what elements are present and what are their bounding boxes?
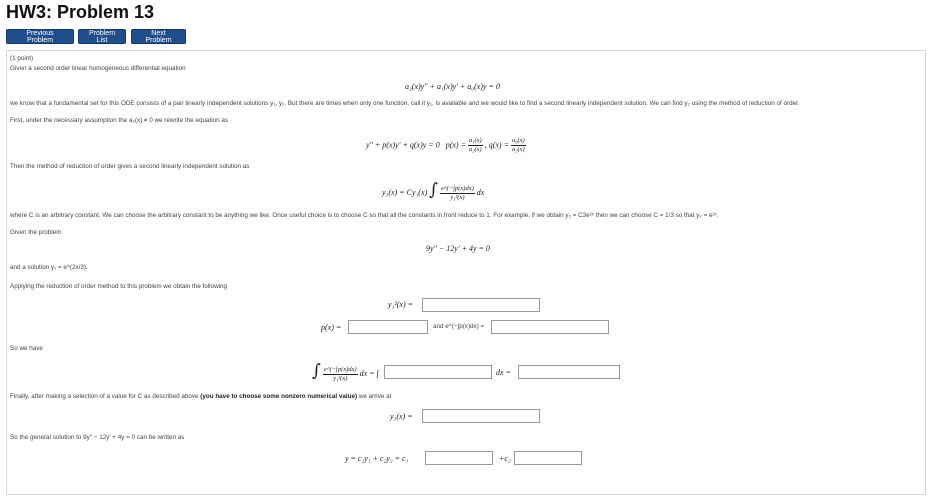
y2-dx: dx — [476, 188, 485, 197]
solution-text: and a solution y₁ = e^(2x/3). — [10, 264, 88, 271]
rewrite-equation — [366, 137, 526, 154]
page-title: HW3: Problem 13 — [6, 2, 155, 22]
y2-numerator: e^(−∫p(x)dx) — [441, 184, 474, 192]
general-text: So the general solution to 9y″ − 12y′ + 4y = 0 can be written as — [10, 434, 185, 441]
finally-tail: we arrive at — [358, 393, 392, 400]
finally-text — [10, 393, 391, 400]
y1-squared-input[interactable] — [422, 298, 540, 312]
integral-expression — [312, 361, 379, 383]
y2-input[interactable] — [422, 409, 540, 423]
p-fraction — [468, 137, 483, 154]
integral-result-input[interactable] — [518, 365, 620, 379]
then-text: Then the method of reduction of order gives a second linearly independent solution as — [10, 163, 250, 170]
where-text: where C is an arbitrary constant. We can choose the arbitrary constant to be anything we like. Once useful choice is to choose C so that all the constants in front reduce to 1. For example, if we obtain y₂ = C3e²ˣ then we can choose C = 1/3 so that y₂ = e²ˣ. — [10, 212, 719, 219]
dx-label: dx = — [496, 368, 511, 377]
first-text: First, under the necessary assumption the a₂(x) ≠ 0 we rewrite the equation as — [10, 117, 228, 124]
int-denominator: y₁²(x) — [333, 374, 348, 382]
points-label: (1 point) — [10, 55, 34, 62]
integral-sign-icon: ∫ — [312, 361, 321, 381]
plus-c2-label: +c₂ — [499, 454, 511, 463]
exponential-integral-input[interactable] — [491, 320, 609, 334]
p-label: p(x) = — [445, 140, 466, 150]
y2-denominator: y₁²(x) — [450, 193, 465, 201]
int-fraction — [323, 366, 358, 383]
integrand-input[interactable] — [384, 365, 492, 379]
y2-fraction — [440, 185, 475, 202]
q-numerator: a₀(x) — [511, 137, 525, 144]
finally-bold: (you have to choose some nonzero numerical value) — [200, 393, 358, 400]
c1-term-input[interactable] — [425, 451, 493, 465]
q-denominator: a₂(x) — [511, 146, 525, 153]
int-numerator: e^(−∫p(x)dx) — [323, 365, 357, 373]
integral-sign-icon: ∫ — [429, 180, 439, 200]
finally-main: Finally, after making a selection of a value for C as described above — [10, 393, 199, 400]
c2-term-input[interactable] — [514, 451, 582, 465]
problem-equation: 9y″ − 12y′ + 4y = 0 — [426, 244, 490, 253]
p-denominator: a₂(x) — [468, 146, 482, 153]
rewrite-eq: y″ + p(x)y′ + q(x)y = 0 — [366, 140, 440, 150]
p-of-x-input[interactable] — [348, 320, 428, 334]
y1sq-label: y₁²(x) = — [388, 300, 414, 309]
p-numerator: a₁(x) — [468, 137, 482, 144]
and-e-label: and e^(−∫p(x)dx) = — [433, 323, 485, 330]
y2-formula — [382, 180, 484, 202]
previous-problem-button[interactable]: Previous Problem — [6, 29, 74, 44]
y2x-label: y₂(x) = — [390, 412, 413, 421]
problem-list-button[interactable]: Problem List — [78, 29, 126, 44]
px-label: p(x) = — [321, 323, 342, 332]
applying-text: Applying the reduction of order method to this problem we obtain the following — [10, 283, 228, 290]
so-text: So we have — [10, 345, 43, 352]
q-fraction — [511, 137, 526, 154]
general-label: y = c₁y₁ + c₂y₂ = c₁ — [345, 454, 409, 463]
q-label: , q(x) = — [484, 140, 509, 150]
next-problem-button[interactable]: Next Problem — [131, 29, 186, 44]
y2-left: y₂(x) = Cy₁(x) — [382, 188, 428, 197]
main-equation: a₂(x)y″ + a₁(x)y′ + a₀(x)y = 0 — [405, 82, 500, 91]
given-text: Given the problem — [10, 229, 62, 236]
intro-text: Given a second order linear homogeneous differential equation — [10, 65, 186, 72]
know-text: we know that a fundamental set for this ODE consists of a pair linearly independent solutions y₁, y₂. But there are times when only one function, call it y₁, is available and we would like to find a second linearly independent solution. We can find y₂ using the method of reduction of order. — [10, 100, 800, 107]
int-mid: dx = ∫ — [359, 369, 379, 378]
